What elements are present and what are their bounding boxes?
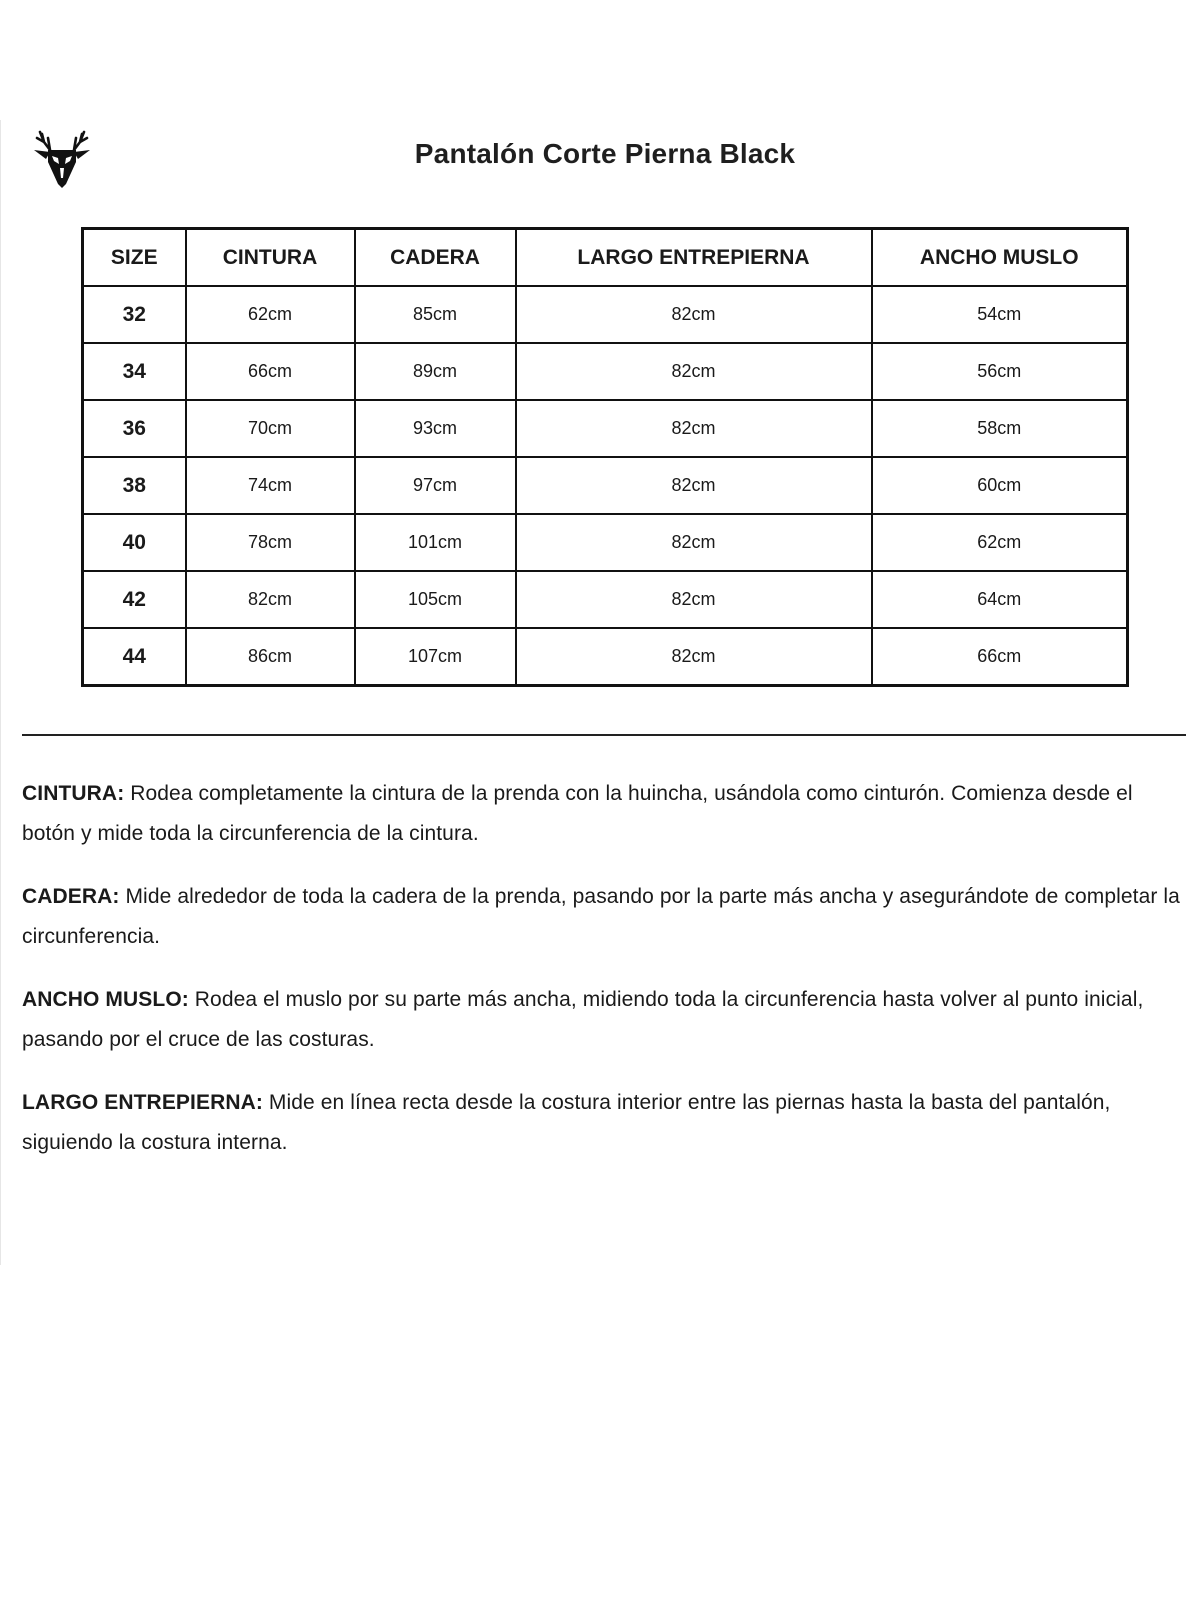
note-term: CINTURA: [22,782,125,805]
table-row [83,514,1128,571]
column-header-largo-entrepierna: LARGO ENTREPIERNA [516,229,872,287]
table-row [83,343,1128,400]
note-text: Mide en línea recta desde la costura interior entre las piernas hasta la basta del pantalón, siguiendo la costura interna. [22,1091,1111,1154]
size-cell: 38 [83,457,186,514]
largo-entrepierna-cell: 82cm [516,514,872,571]
cadera-cell: 93cm [355,400,516,457]
largo-entrepierna-cell: 82cm [516,457,872,514]
ancho-muslo-cell: 54cm [872,286,1128,343]
ancho-muslo-cell: 60cm [872,457,1128,514]
column-header-size: SIZE [83,229,186,287]
note-term: CADERA: [22,885,120,908]
size-cell: 32 [83,286,186,343]
largo-entrepierna-cell: 82cm [516,400,872,457]
table-row [83,628,1128,686]
size-cell: 36 [83,400,186,457]
table-row [83,286,1128,343]
largo-entrepierna-cell: 82cm [516,571,872,628]
table-row [83,400,1128,457]
note-term: ANCHO MUSLO: [22,988,189,1011]
largo-entrepierna-cell: 82cm [516,343,872,400]
size-cell: 42 [83,571,186,628]
note-term: LARGO ENTREPIERNA: [22,1091,263,1114]
size-cell: 44 [83,628,186,686]
column-header-cadera: CADERA [355,229,516,287]
ancho-muslo-cell: 64cm [872,571,1128,628]
table-header-row [83,229,1128,287]
note-cintura [22,774,1182,854]
table-row [83,571,1128,628]
ancho-muslo-cell: 58cm [872,400,1128,457]
note-ancho-muslo [22,980,1182,1060]
size-cell: 34 [83,343,186,400]
measurement-instructions [22,774,1182,1186]
cintura-cell: 62cm [186,286,355,343]
cadera-cell: 101cm [355,514,516,571]
page-edge-divider [0,120,1,1265]
size-cell: 40 [83,514,186,571]
largo-entrepierna-cell: 82cm [516,628,872,686]
note-text: Rodea el muslo por su parte más ancha, midiendo toda la circunferencia hasta volver al punto inicial, pasando por el cruce de las costuras. [22,988,1144,1051]
cintura-cell: 82cm [186,571,355,628]
cadera-cell: 85cm [355,286,516,343]
note-largo-entrepierna [22,1083,1182,1163]
section-divider [22,734,1186,736]
table-row [83,457,1128,514]
cadera-cell: 107cm [355,628,516,686]
column-header-cintura: CINTURA [186,229,355,287]
note-text: Mide alrededor de toda la cadera de la prenda, pasando por la parte más ancha y asegurándote de completar la circunferencia. [22,885,1180,948]
size-chart-table [81,227,1129,687]
ancho-muslo-cell: 66cm [872,628,1128,686]
cintura-cell: 74cm [186,457,355,514]
column-header-ancho-muslo: ANCHO MUSLO [872,229,1128,287]
page-title [0,138,1200,170]
cadera-cell: 89cm [355,343,516,400]
largo-entrepierna-cell: 82cm [516,286,872,343]
note-text: Rodea completamente la cintura de la prenda con la huincha, usándola como cinturón. Comienza desde el botón y mide toda la circunferencia de la cintura. [22,782,1133,845]
cintura-cell: 86cm [186,628,355,686]
cintura-cell: 70cm [186,400,355,457]
cintura-cell: 66cm [186,343,355,400]
note-cadera [22,877,1182,957]
ancho-muslo-cell: 62cm [872,514,1128,571]
ancho-muslo-cell: 56cm [872,343,1128,400]
page-title-text: Pantalón Corte Pierna Black [414,138,796,169]
cadera-cell: 105cm [355,571,516,628]
cadera-cell: 97cm [355,457,516,514]
cintura-cell: 78cm [186,514,355,571]
